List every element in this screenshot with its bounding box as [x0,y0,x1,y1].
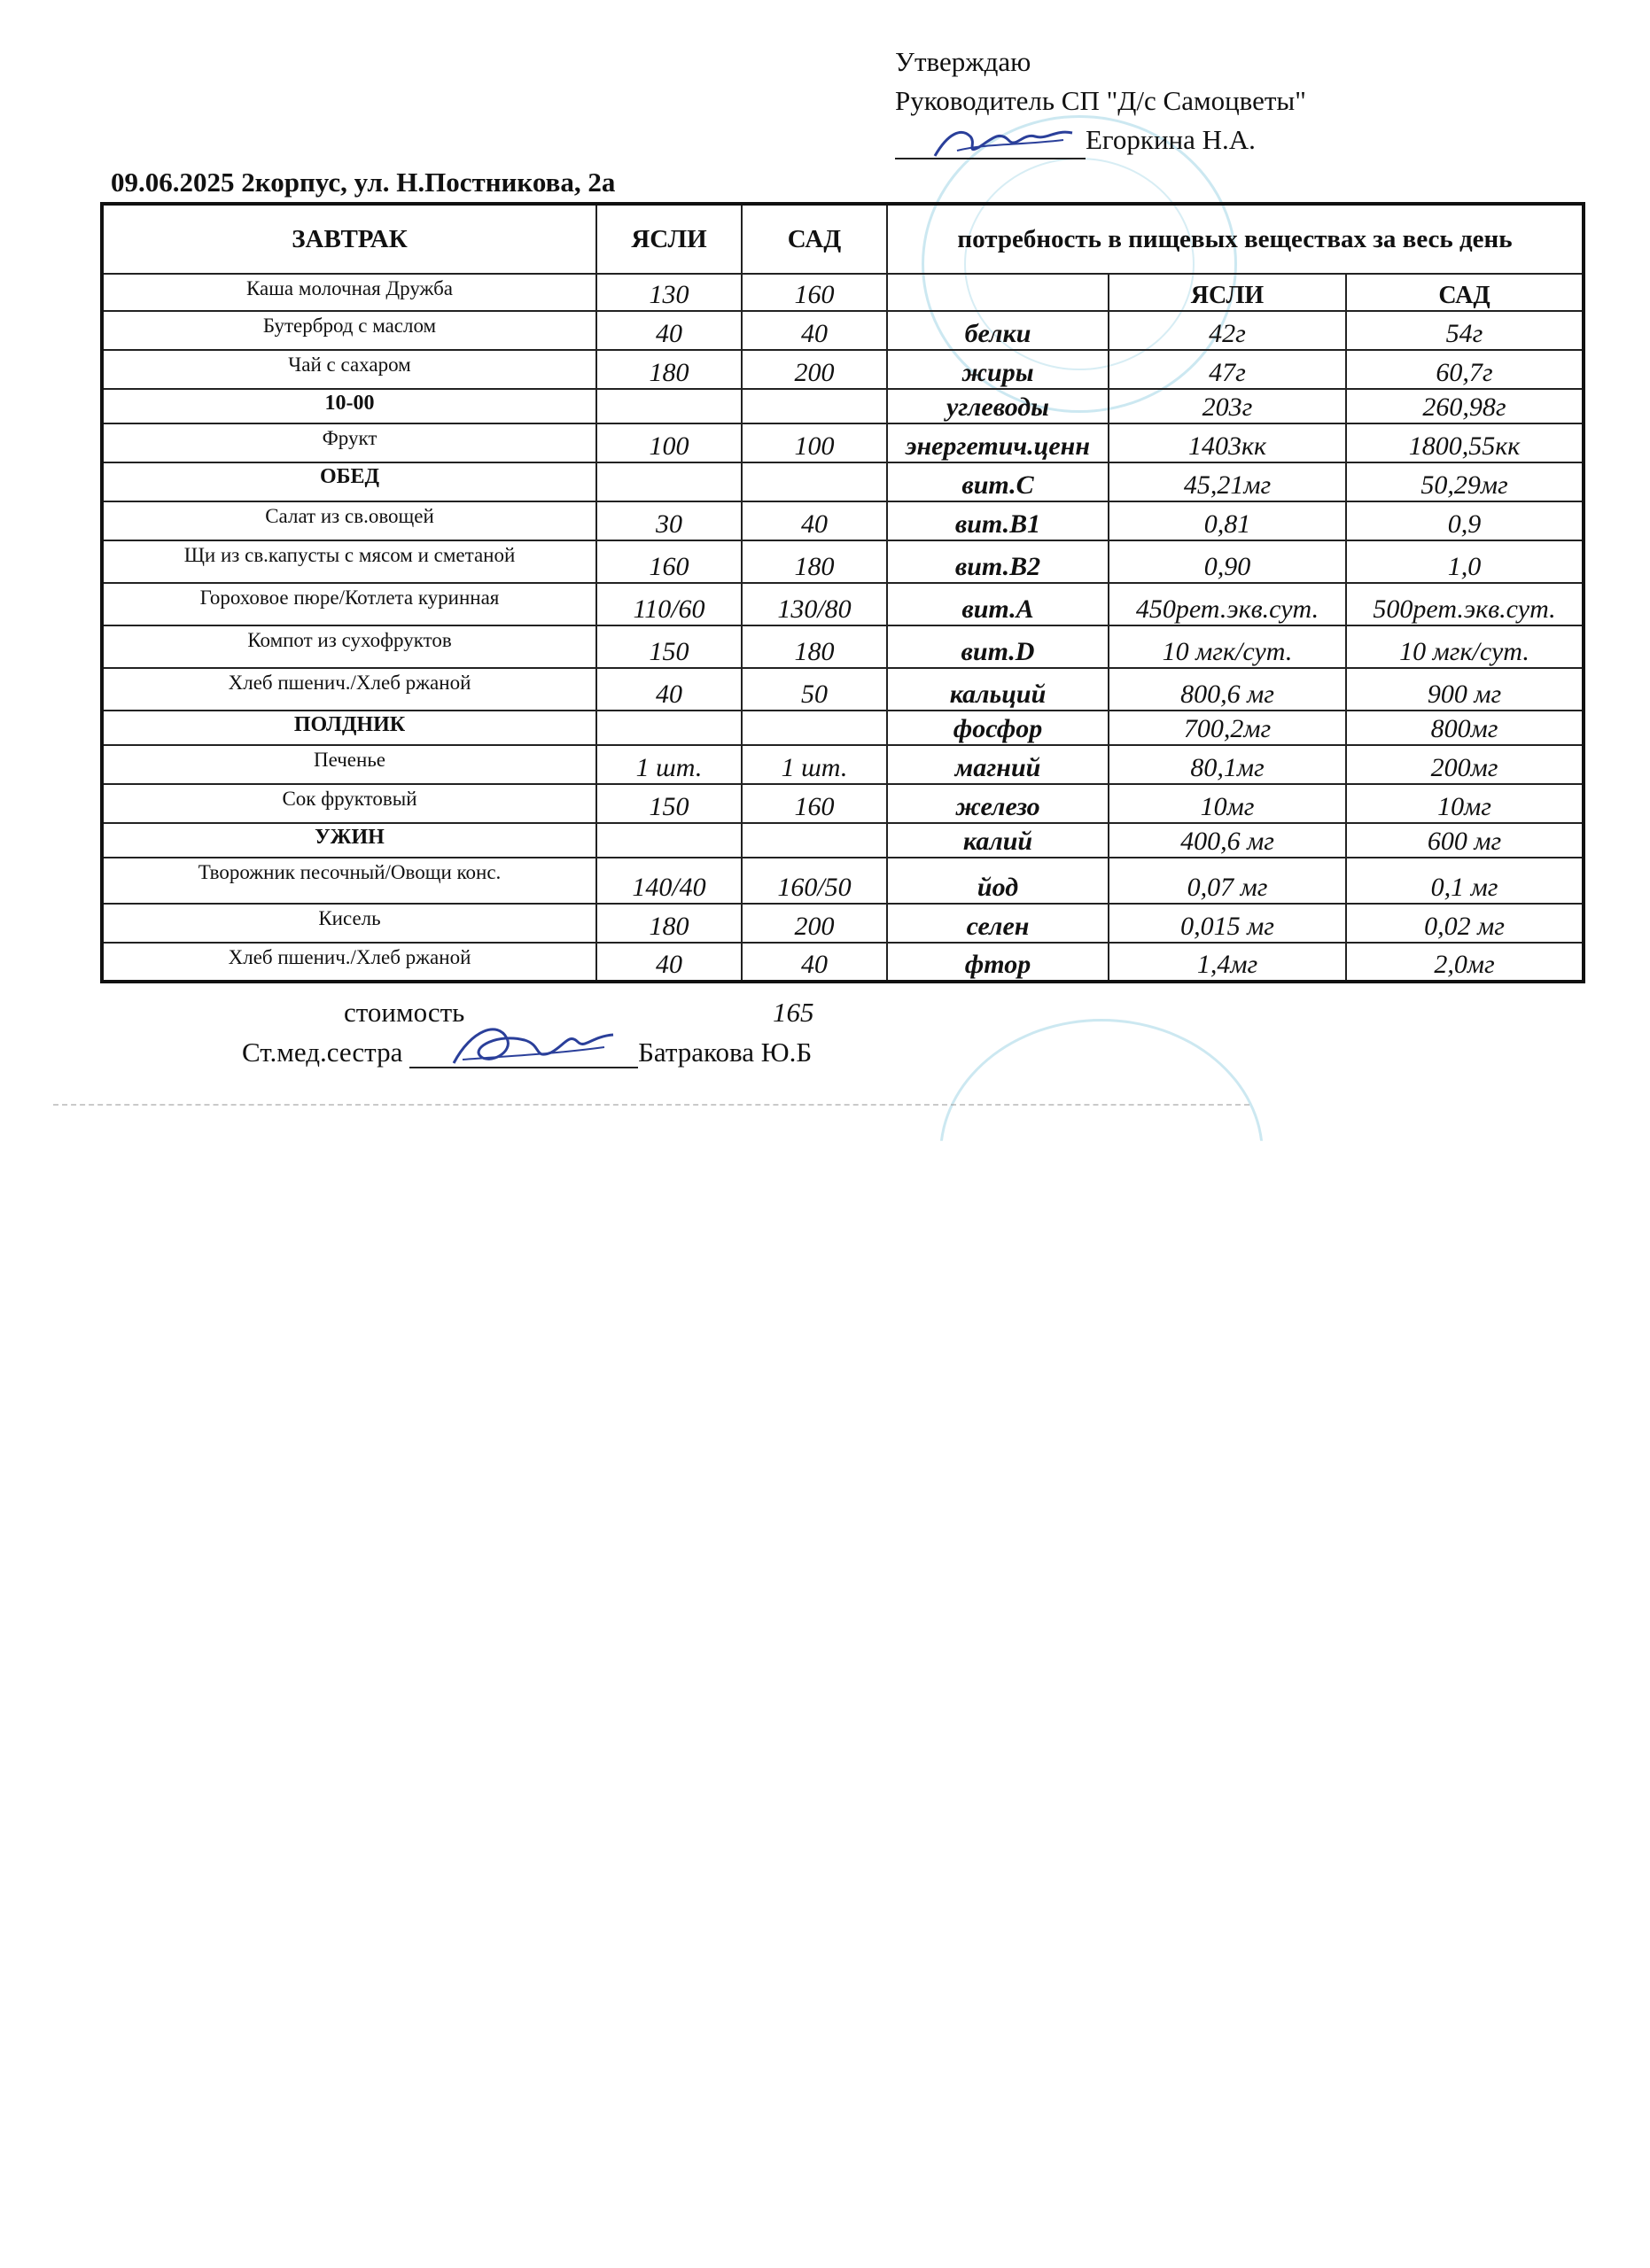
nutrient-nursery-value: 45,21мг [1109,462,1346,501]
nursery-portion: 130 [596,274,742,311]
dish-name: Компот из сухофруктов [102,625,596,668]
approval-signer: Егоркина Н.А. [1086,124,1256,155]
nutrient-nursery-value: 10 мгк/сут. [1109,625,1346,668]
garden-portion: 200 [742,904,887,943]
table-row [102,711,1584,745]
nursery-portion: 40 [596,943,742,982]
approval-signature-line [895,120,1306,159]
nutrient-garden-value: 800мг [1346,711,1584,745]
nutrient-name: белки [887,311,1109,350]
garden-portion: 200 [742,350,887,389]
nursery-portion [596,823,742,858]
table-row [102,311,1584,350]
meal-heading: ОБЕД [102,462,596,501]
nutrient-garden-value: 54г [1346,311,1584,350]
dish-name: Кисель [102,904,596,943]
table-row [102,904,1584,943]
garden-portion [742,462,887,501]
nursery-portion: 180 [596,904,742,943]
dish-name: Фрукт [102,423,596,462]
nutrient-name: фтор [887,943,1109,982]
table-row [102,274,1584,311]
document-title: 09.06.2025 2корпус, ул. Н.Постникова, 2а [111,167,616,198]
nutrient-nursery-value: 0,90 [1109,540,1346,583]
approval-block [895,43,1306,159]
needs-subheader-garden: САД [1346,274,1584,311]
nurse-title: Ст.мед.сестра [242,1037,403,1068]
table-row [102,625,1584,668]
garden-portion [742,389,887,423]
dish-name: Хлеб пшенич./Хлеб ржаной [102,943,596,982]
nutrient-nursery-value: 0,015 мг [1109,904,1346,943]
menu-table [100,202,1585,983]
official-stamp-bottom [939,1019,1264,1290]
nursery-portion [596,462,742,501]
cost-label: стоимость [344,997,465,1028]
nutrient-garden-value: 0,1 мг [1346,858,1584,904]
nursery-portion: 40 [596,311,742,350]
nutrient-name: калий [887,823,1109,858]
dish-name: Творожник песочный/Овощи конс. [102,858,596,904]
nutrient-garden-value: 50,29мг [1346,462,1584,501]
nursery-portion: 180 [596,350,742,389]
nutrient-garden-value: 10мг [1346,784,1584,823]
nutrient-garden-value: 10 мгк/сут. [1346,625,1584,668]
nutrient-name: кальций [887,668,1109,711]
table-row [102,501,1584,540]
garden-portion: 1 шт. [742,745,887,784]
nutrient-garden-value: 0,02 мг [1346,904,1584,943]
director-signature [895,129,1086,159]
garden-portion: 40 [742,943,887,982]
nutrient-garden-value: 0,9 [1346,501,1584,540]
garden-portion: 50 [742,668,887,711]
nutrient-name: йод [887,858,1109,904]
nursery-portion: 1 шт. [596,745,742,784]
nurse-name: Батракова Ю.Б [638,1037,813,1068]
garden-portion: 180 [742,625,887,668]
nutrient-nursery-value: 203г [1109,389,1346,423]
nutrient-nursery-value: 800,6 мг [1109,668,1346,711]
approval-position: Руководитель СП "Д/с Самоцветы" [895,85,1306,116]
table-row [102,462,1584,501]
nutrient-nursery-value: 1403кк [1109,423,1346,462]
nurse-signature [409,1040,638,1068]
nursery-portion: 150 [596,625,742,668]
nutrient-name: жиры [887,350,1109,389]
nutrient-name: вит.С [887,462,1109,501]
dish-name: Салат из св.овощей [102,501,596,540]
table-row [102,583,1584,625]
header-garden: САД [742,204,887,274]
nutrient-nursery-value: 450рет.экв.сут. [1109,583,1346,625]
garden-portion: 100 [742,423,887,462]
garden-portion: 160/50 [742,858,887,904]
nutrient-name [887,274,1109,311]
nutrient-name: фосфор [887,711,1109,745]
table-row [102,389,1584,423]
nutrient-garden-value: 900 мг [1346,668,1584,711]
meal-heading: УЖИН [102,823,596,858]
table-row [102,423,1584,462]
nutrient-name: вит.D [887,625,1109,668]
nutrient-garden-value: 500рет.экв.сут. [1346,583,1584,625]
meal-heading: 10-00 [102,389,596,423]
nutrient-name: селен [887,904,1109,943]
nutrient-name: углеводы [887,389,1109,423]
nutrient-garden-value: 1800,55кк [1346,423,1584,462]
garden-portion [742,711,887,745]
dish-name: Печенье [102,745,596,784]
nutrient-nursery-value: 47г [1109,350,1346,389]
garden-portion: 180 [742,540,887,583]
garden-portion: 130/80 [742,583,887,625]
table-row [102,350,1584,389]
garden-portion [742,823,887,858]
nutrient-name: вит.В2 [887,540,1109,583]
nutrient-garden-value: 200мг [1346,745,1584,784]
nutrient-nursery-value: 0,81 [1109,501,1346,540]
nursery-portion: 140/40 [596,858,742,904]
garden-portion: 40 [742,311,887,350]
nursery-portion: 150 [596,784,742,823]
nutrient-name: вит.А [887,583,1109,625]
meal-heading: ПОЛДНИК [102,711,596,745]
table-row [102,784,1584,823]
dish-name: Чай с сахаром [102,350,596,389]
nursery-portion: 40 [596,668,742,711]
cost-value: 165 [773,997,814,1028]
nurse-signature-block [242,1037,812,1068]
nutrient-nursery-value: 10мг [1109,784,1346,823]
nursery-portion [596,389,742,423]
nutrient-nursery-value: 80,1мг [1109,745,1346,784]
dish-name: Сок фруктовый [102,784,596,823]
nutrient-garden-value: 260,98г [1346,389,1584,423]
nutrient-nursery-value: 400,6 мг [1109,823,1346,858]
approval-heading: Утверждаю [895,46,1031,77]
nutrient-nursery-value: 0,07 мг [1109,858,1346,904]
garden-portion: 160 [742,274,887,311]
table-row [102,823,1584,858]
table-row [102,668,1584,711]
nutrient-garden-value: 1,0 [1346,540,1584,583]
nutrient-nursery-value: 42г [1109,311,1346,350]
garden-portion: 160 [742,784,887,823]
scan-divider [53,1104,1249,1106]
nursery-portion: 100 [596,423,742,462]
dish-name: Хлеб пшенич./Хлеб ржаной [102,668,596,711]
header-meal: ЗАВТРАК [102,204,596,274]
nutrient-garden-value: 60,7г [1346,350,1584,389]
garden-portion: 40 [742,501,887,540]
nutrient-garden-value: 2,0мг [1346,943,1584,982]
table-row [102,858,1584,904]
dish-name: Каша молочная Дружба [102,274,596,311]
nutrient-name: магний [887,745,1109,784]
needs-subheader-nursery: ЯСЛИ [1109,274,1346,311]
dish-name: Гороховое пюре/Котлета куринная [102,583,596,625]
nursery-portion: 110/60 [596,583,742,625]
table-row [102,540,1584,583]
nutrient-name: железо [887,784,1109,823]
header-needs: потребность в пищевых веществах за весь день [887,204,1584,274]
nursery-portion: 160 [596,540,742,583]
dish-name: Бутерброд с маслом [102,311,596,350]
nursery-portion [596,711,742,745]
header-nursery: ЯСЛИ [596,204,742,274]
table-header-row [102,204,1584,274]
nursery-portion: 30 [596,501,742,540]
nutrient-name: вит.В1 [887,501,1109,540]
nutrient-nursery-value: 1,4мг [1109,943,1346,982]
nutrient-garden-value: 600 мг [1346,823,1584,858]
table-row [102,943,1584,982]
nutrient-nursery-value: 700,2мг [1109,711,1346,745]
table-row [102,745,1584,784]
dish-name: Щи из св.капусты с мясом и сметаной [102,540,596,583]
nutrient-name: энергетич.ценн [887,423,1109,462]
